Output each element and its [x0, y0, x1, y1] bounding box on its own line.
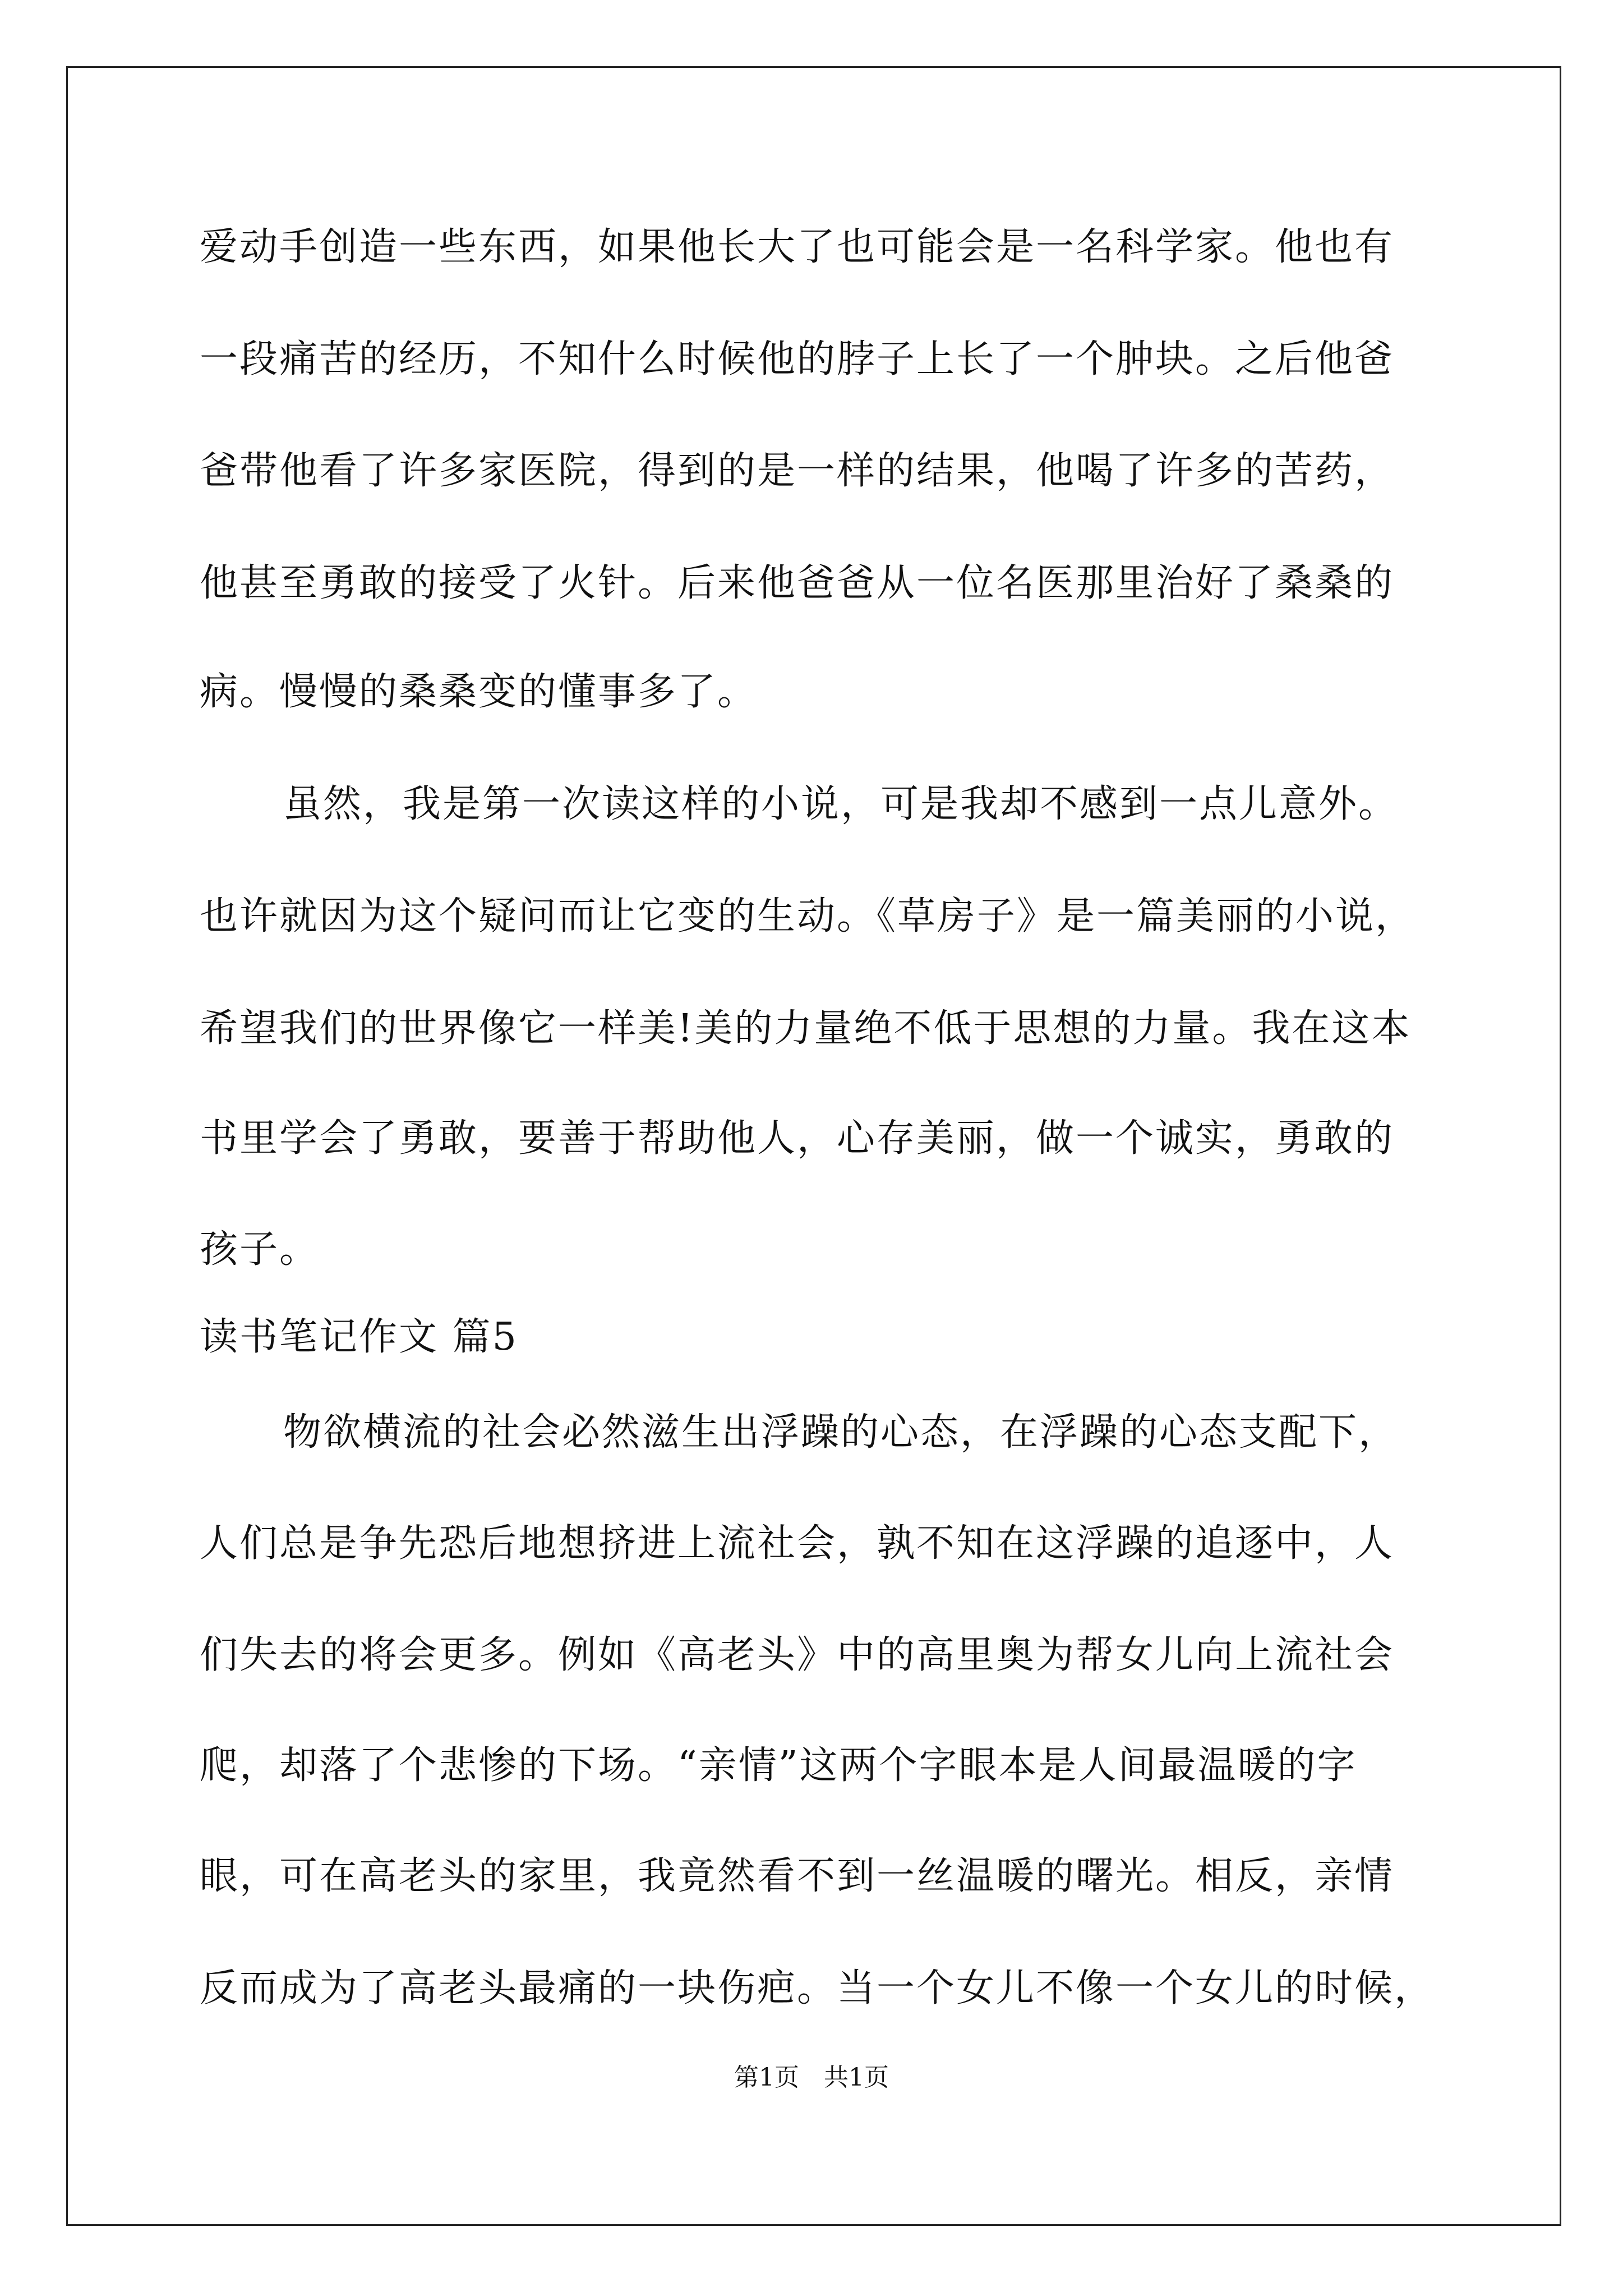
paragraph-2-line-1: 虽然，我是第一次读这样的小说，可是我却不感到一点儿意外。: [283, 782, 1399, 826]
page-total: 共1页: [824, 2063, 889, 2092]
paragraph-1-line-3: 爸带他看了许多家医院，得到的是一样的结果，他喝了许多的苦药，: [200, 449, 1395, 493]
paragraph-1-line-2: 一段痛苦的经历，不知什么时候他的脖子上长了一个肿块。之后他爸: [200, 337, 1395, 381]
paragraph-2-line-2: 也许就因为这个疑问而让它变的生动。《草房子》是一篇美丽的小说，: [200, 894, 1415, 938]
paragraph-3-line-2: 人们总是争先恐后地想挤进上流社会，孰不知在这浮躁的追逐中，人: [200, 1521, 1395, 1566]
page-footer: [0, 2063, 1623, 2092]
paragraph-3-line-6: 反而成为了高老头最痛的一块伤疤。当一个女儿不像一个女儿的时候，: [200, 1966, 1435, 2010]
paragraph-3-line-3: 们失去的将会更多。例如《高老头》中的高里奥为帮女儿向上流社会: [200, 1633, 1395, 1677]
section-heading: 读书笔记作文 篇5: [200, 1315, 518, 1359]
paragraph-1-line-5: 病。慢慢的桑桑变的懂事多了。: [200, 670, 758, 714]
paragraph-2-line-4: 书里学会了勇敢，要善于帮助他人，心存美丽，做一个诚实，勇敢的: [200, 1116, 1395, 1161]
paragraph-1-line-4: 他甚至勇敢的接受了火针。后来他爸爸从一位名医那里治好了桑桑的: [200, 561, 1395, 605]
paragraph-1-line-1: 爱动手创造一些东西，如果他长大了也可能会是一名科学家。他也有: [200, 225, 1395, 269]
paragraph-3-line-4: 爬，却落了个悲惨的下场。“亲情”这两个字眼本是人间最温暖的字: [200, 1743, 1357, 1788]
paragraph-3-line-1: 物欲横流的社会必然滋生出浮躁的心态，在浮躁的心态支配下，: [283, 1410, 1399, 1455]
paragraph-3-line-5: 眼，可在高老头的家里，我竟然看不到一丝温暖的曙光。相反，亲情: [200, 1854, 1395, 1898]
page-number: 第1页: [734, 2063, 799, 2092]
paragraph-2-line-5: 孩子。: [200, 1227, 320, 1272]
paragraph-2-line-3: 希望我们的世界像它一样美!美的力量绝不低于思想的力量。我在这本: [200, 1006, 1412, 1051]
